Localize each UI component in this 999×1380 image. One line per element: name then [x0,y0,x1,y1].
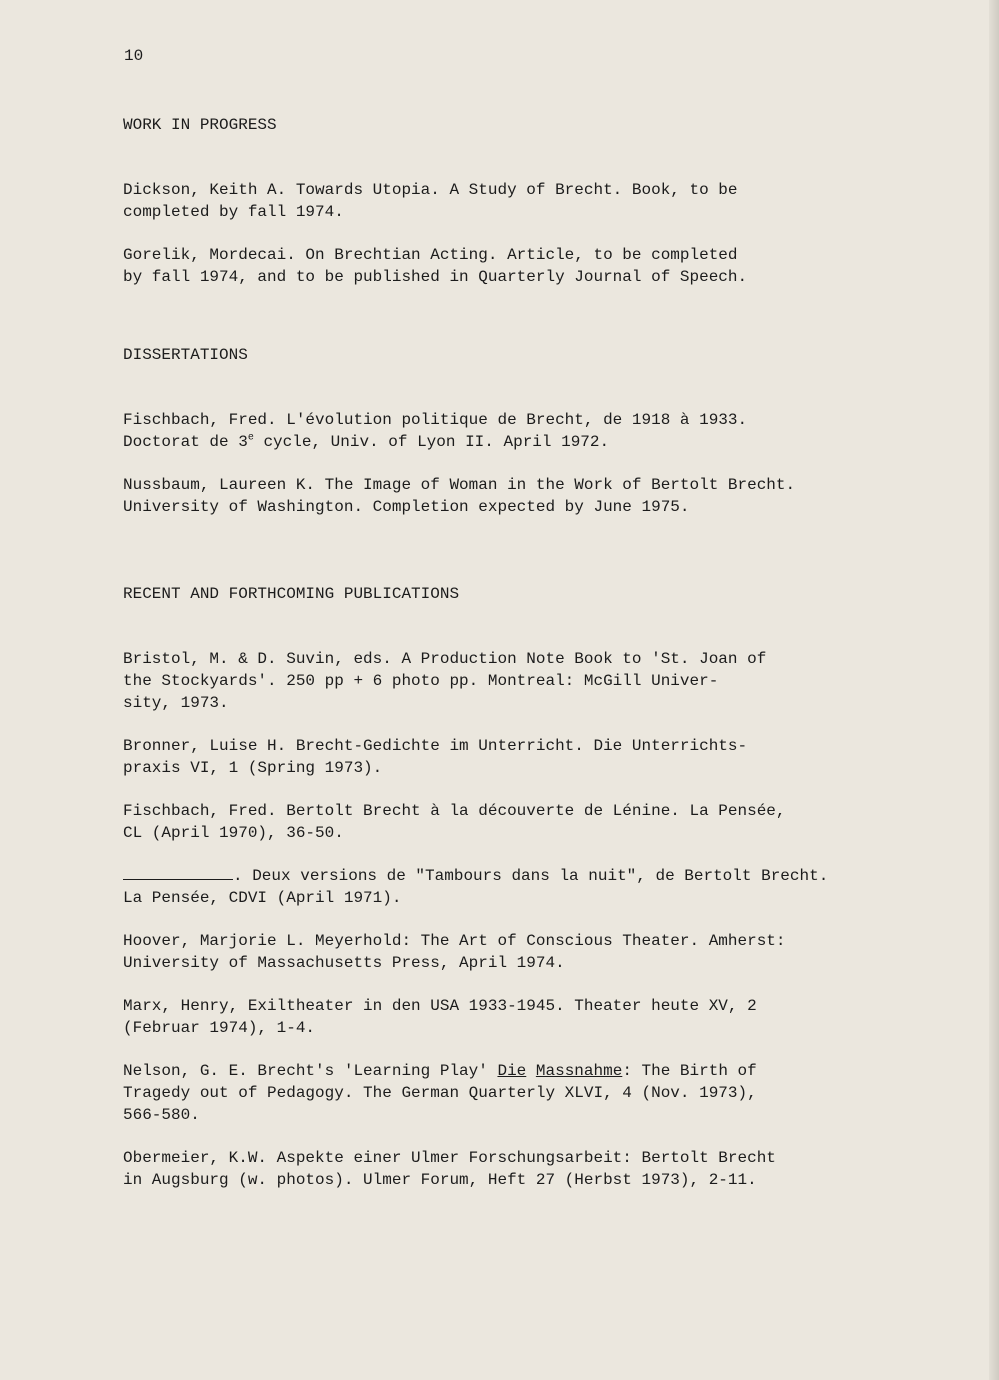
entry-line: by fall 1974, and to be published in Quarterly Journal of Speech. [123,268,748,286]
entry-line-part: : The Birth of [622,1062,757,1080]
entry-gorelik [123,244,943,288]
entry-line: in Augsburg (w. photos). Ulmer Forum, Heft 27 (Herbst 1973), 2-11. [123,1171,757,1189]
entry-line: sity, 1973. [123,694,229,712]
entry-line: Gorelik, Mordecai. On Brechtian Acting. Article, to be completed [123,246,738,264]
section-heading-work-in-progress: WORK IN PROGRESS [123,116,277,134]
entry-line [178,865,943,887]
entry-line: praxis VI, 1 (Spring 1973). [123,759,383,777]
entry-fischbach-dissertation [123,409,943,453]
entry-dickson [123,179,943,223]
page-number: 10 [124,47,144,65]
entry-line: completed by fall 1974. [123,203,344,221]
entry-line-part: cycle, Univ. of Lyon II. April 1972. [253,433,610,451]
entry-line: Fischbach, Fred. L'évolution politique de Brecht, de 1918 à 1933. [123,411,748,429]
entry-line: CL (April 1970), 36-50. [123,824,344,842]
section-heading-dissertations: DISSERTATIONS [123,346,248,364]
entry-bronner [123,735,943,779]
underlined-title: Massnahme [535,1062,623,1080]
entry-hoover [123,930,943,974]
entry-line: Bronner, Luise H. Brecht-Gedichte im Unterricht. Die Unterrichts- [123,737,748,755]
entry-bristol [123,648,943,714]
entry-line: Nussbaum, Laureen K. The Image of Woman in the Work of Bertolt Brecht. [123,476,796,494]
entry-line: Marx, Henry, Exiltheater in den USA 1933-1945. Theater heute XV, 2 [123,997,757,1015]
entry-line-part [526,1062,536,1080]
entry-line-part: Doctorat de 3 [123,433,248,451]
superscript: e [247,432,254,444]
page-edge-shadow [989,0,999,1380]
author-repeat-blank [123,865,233,880]
entry-line: Obermeier, K.W. Aspekte einer Ulmer Forschungsarbeit: Bertolt Brecht [123,1149,776,1167]
entry-line: Hoover, Marjorie L. Meyerhold: The Art of Conscious Theater. Amherst: [123,932,786,950]
entry-line [123,1060,943,1082]
entry-line: (Februar 1974), 1-4. [123,1019,316,1037]
entry-nussbaum [123,474,943,518]
entry-fischbach-tambours [123,865,943,909]
entry-line-part: Nelson, G. E. Brecht's 'Learning Play' [123,1062,498,1080]
entry-nelson [123,1060,943,1126]
entry-line: Fischbach, Fred. Bertolt Brecht à la découverte de Lénine. La Pensée, [123,802,786,820]
document-body [123,114,943,1191]
entry-line: La Pensée, CDVI (April 1971). [123,889,402,907]
entry-line: Dickson, Keith A. Towards Utopia. A Study of Brecht. Book, to be [123,181,738,199]
entry-line: Bristol, M. & D. Suvin, eds. A Production Note Book to 'St. Joan of [123,650,767,668]
entry-line: the Stockyards'. 250 pp + 6 photo pp. Montreal: McGill Univer- [123,672,719,690]
entry-line: Tragedy out of Pedagogy. The German Quarterly XLVI, 4 (Nov. 1973), [123,1084,757,1102]
entry-line-part: . Deux versions de "Tambours dans la nuit", de Bertolt Brecht. [233,867,829,885]
section-heading-publications: RECENT AND FORTHCOMING PUBLICATIONS [123,585,460,603]
entry-obermeier [123,1147,943,1191]
entry-fischbach-lenine [123,800,943,844]
entry-line: University of Washington. Completion expected by June 1975. [123,498,690,516]
entry-line: University of Massachusetts Press, April 1974. [123,954,565,972]
entry-line: 566-580. [123,1106,200,1124]
underlined-title: Die [497,1062,527,1080]
entry-line [123,431,943,453]
entry-marx [123,995,943,1039]
